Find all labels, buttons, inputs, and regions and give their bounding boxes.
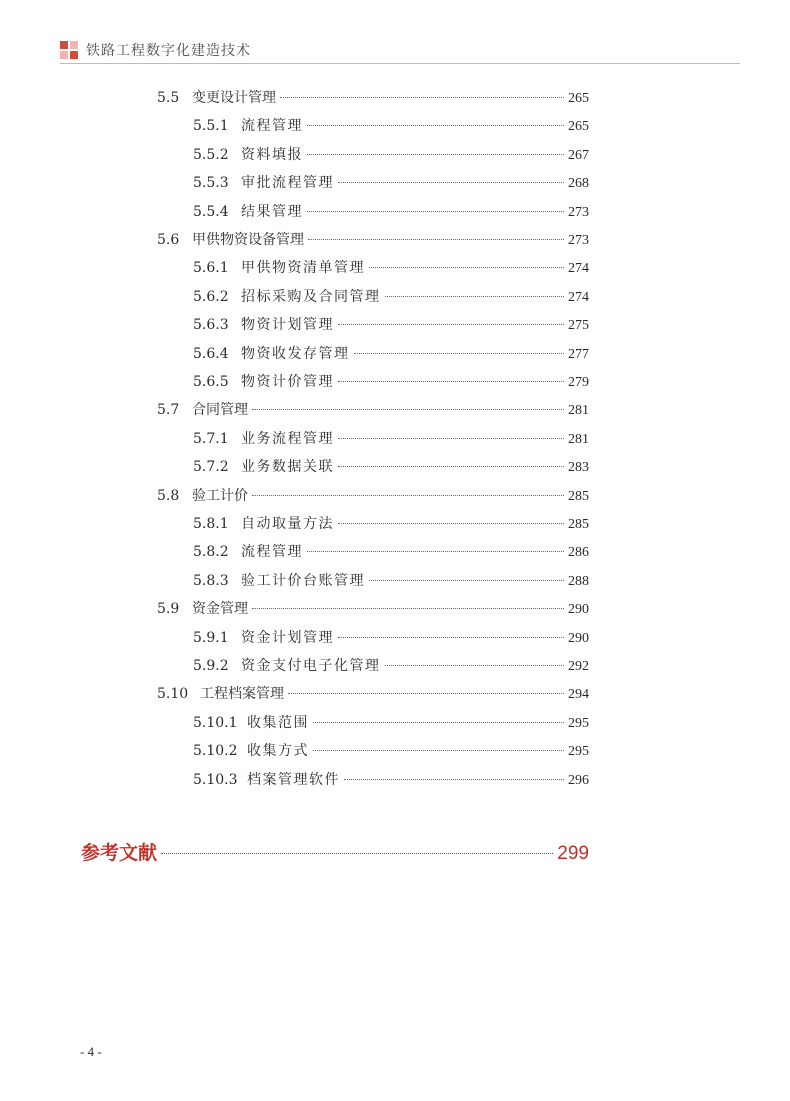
dot-leader [161,853,553,854]
toc-entry-title: 资料填报 [241,146,303,163]
page-number: - 4 - [80,1044,102,1059]
toc-entry-subsection[interactable] [193,427,589,451]
toc-entry-page: 283 [568,460,589,476]
toc-entry-section[interactable] [157,597,589,621]
dot-leader [307,154,564,155]
toc-entry-title: 结果管理 [241,203,303,220]
toc-entry-number: 5.7.2 [193,459,229,476]
toc-entry-subsection[interactable] [193,768,589,792]
toc-entry-subsection[interactable] [193,654,589,678]
dot-leader [385,296,565,297]
toc-entry-subsection[interactable] [193,285,589,309]
dot-leader [369,580,564,581]
toc-entry-title: 流程管理 [241,118,303,135]
toc-entry-references[interactable] [81,838,589,866]
toc-entry-page: 273 [568,204,589,220]
dot-leader [280,97,564,98]
toc-entry-number: 5.10.1 [193,714,238,731]
toc-entry-subsection[interactable] [193,114,589,138]
toc-entry-subsection[interactable] [193,711,589,735]
toc-entry-subsection[interactable] [193,455,589,479]
dot-leader [338,466,564,467]
toc-entry-number: 5.6.1 [193,260,229,277]
toc-entry-section[interactable] [157,228,589,252]
toc-entry-subsection[interactable] [193,143,589,167]
toc-entry-page: 290 [568,602,589,618]
toc-entry-page: 294 [568,687,589,703]
toc-entry-page: 296 [568,772,589,788]
toc-entry-number: 5.10 [157,686,189,703]
toc-entry-title: 变更设计管理 [192,90,276,106]
toc-entry-title: 资金支付电子化管理 [241,658,381,674]
toc-entry-number: 5.5.3 [193,175,229,192]
toc-entry-number: 5.10.2 [193,743,238,760]
toc-entry-title: 自动取量方法 [241,516,334,532]
toc-entry-title: 物资收发存管理 [241,345,350,362]
toc-entry-title: 验工计价台账管理 [241,572,365,589]
dot-leader [354,353,565,354]
dot-leader [307,551,564,552]
toc-entry-title: 审批流程管理 [241,175,334,192]
toc-entry-title: 档案管理软件 [247,771,340,788]
toc-entry-page: 275 [568,318,589,334]
dot-leader [385,665,565,666]
dot-leader [252,495,564,496]
toc-entry-title: 业务流程管理 [241,430,334,447]
dot-leader [338,438,564,439]
dot-leader [338,381,564,382]
toc-entry-number: 5.8.1 [193,516,229,532]
references-page: 299 [557,843,589,864]
dot-leader [288,693,564,694]
toc-entry-number: 5.8 [157,487,180,504]
toc-entry-page: 265 [568,91,589,106]
toc-entry-number: 5.7.1 [193,430,229,447]
toc-entry-subsection[interactable] [193,569,589,593]
toc-entry-number: 5.6.4 [193,345,229,362]
toc-entry-page: 288 [568,573,589,589]
toc-entry-subsection[interactable] [193,171,589,195]
toc-entry-page: 277 [568,346,589,362]
toc-entry-page: 267 [568,147,589,163]
toc-entry-subsection[interactable] [193,313,589,337]
toc-entry-title: 收集范围 [247,714,309,731]
toc-entry-page: 286 [568,545,589,561]
running-header [60,38,740,62]
toc-entry-subsection[interactable] [193,256,589,280]
toc-entry-page: 279 [568,375,589,390]
toc-entry-page: 274 [568,261,589,277]
dot-leader [307,125,564,126]
toc-entry-subsection[interactable] [193,626,589,650]
toc-entry-number: 5.7 [157,402,180,419]
toc-entry-page: 273 [568,233,589,248]
toc-entry-number: 5.9.1 [193,629,229,646]
toc-entry-number: 5.8.2 [193,544,229,561]
header-divider [60,63,740,64]
toc-entry-number: 5.6.2 [193,288,229,305]
toc-entry-number: 5.10.3 [193,771,238,788]
toc-entry-section[interactable] [157,86,589,110]
toc-entry-title: 合同管理 [192,402,248,419]
toc-entry-subsection[interactable] [193,200,589,224]
toc-entry-page: 268 [568,176,589,192]
toc-entry-section[interactable] [157,682,589,706]
toc-entry-title: 物资计划管理 [241,317,334,334]
toc-entry-page: 285 [568,517,589,532]
toc-entry-title: 业务数据关联 [241,459,334,476]
toc-entry-section[interactable] [157,484,589,508]
toc-entry-subsection[interactable] [193,512,589,536]
book-title: 铁路工程数字化建造技术 [86,43,251,59]
toc-entry-page: 281 [568,403,589,419]
toc-entry-page: 295 [568,744,589,760]
toc-entry-page: 281 [568,431,589,447]
toc-entry-number: 5.5.4 [193,203,229,220]
dot-leader [338,182,564,183]
dot-leader [338,324,564,325]
dot-leader [313,750,564,751]
references-title: 参考文献 [81,843,158,864]
toc-entry-title: 验工计价 [192,487,248,504]
dot-leader [313,722,564,723]
dot-leader [307,211,564,212]
toc-entry-number: 5.8.3 [193,572,229,589]
toc-entry-title: 资金管理 [192,601,248,618]
toc-entry-number: 5.6.3 [193,317,229,334]
toc-entry-title: 流程管理 [241,544,303,561]
dot-leader [252,409,564,410]
toc-entry-page: 265 [568,119,589,135]
dot-leader [338,523,564,524]
toc-entry-page: 295 [568,715,589,731]
toc-entry-subsection[interactable] [193,342,589,366]
toc-entry-title: 甲供物资清单管理 [241,260,365,277]
toc-entry-title: 收集方式 [247,743,309,760]
toc-entry-number: 5.6.5 [193,374,229,390]
toc-entry-page: 285 [568,488,589,504]
dot-leader [308,239,564,240]
toc-entry-title: 资金计划管理 [241,629,334,646]
toc-entry-number: 5.9.2 [193,658,229,674]
toc-entry-subsection[interactable] [193,370,589,394]
toc-entry-title: 物资计价管理 [241,374,334,390]
toc-entry-number: 5.9 [157,601,180,618]
toc-entry-section[interactable] [157,398,589,422]
toc-entry-title: 工程档案管理 [200,686,284,703]
toc-entry-number: 5.5 [157,90,180,106]
toc-entry-number: 5.5.1 [193,118,229,135]
dot-leader [369,267,564,268]
dot-leader [252,608,564,609]
toc-entry-number: 5.6 [157,232,180,248]
toc-entry-page: 274 [568,289,589,305]
dot-leader [344,779,564,780]
toc-entry-number: 5.5.2 [193,146,229,163]
dot-leader [338,637,564,638]
toc-entry-page: 290 [568,630,589,646]
toc-entry-page: 292 [568,659,589,674]
book-logo-icon [60,41,78,59]
toc-entry-title: 招标采购及合同管理 [241,288,381,305]
toc-entry-subsection[interactable] [193,739,589,763]
toc-entry-title: 甲供物资设备管理 [192,232,304,248]
toc-entry-subsection[interactable] [193,540,589,564]
